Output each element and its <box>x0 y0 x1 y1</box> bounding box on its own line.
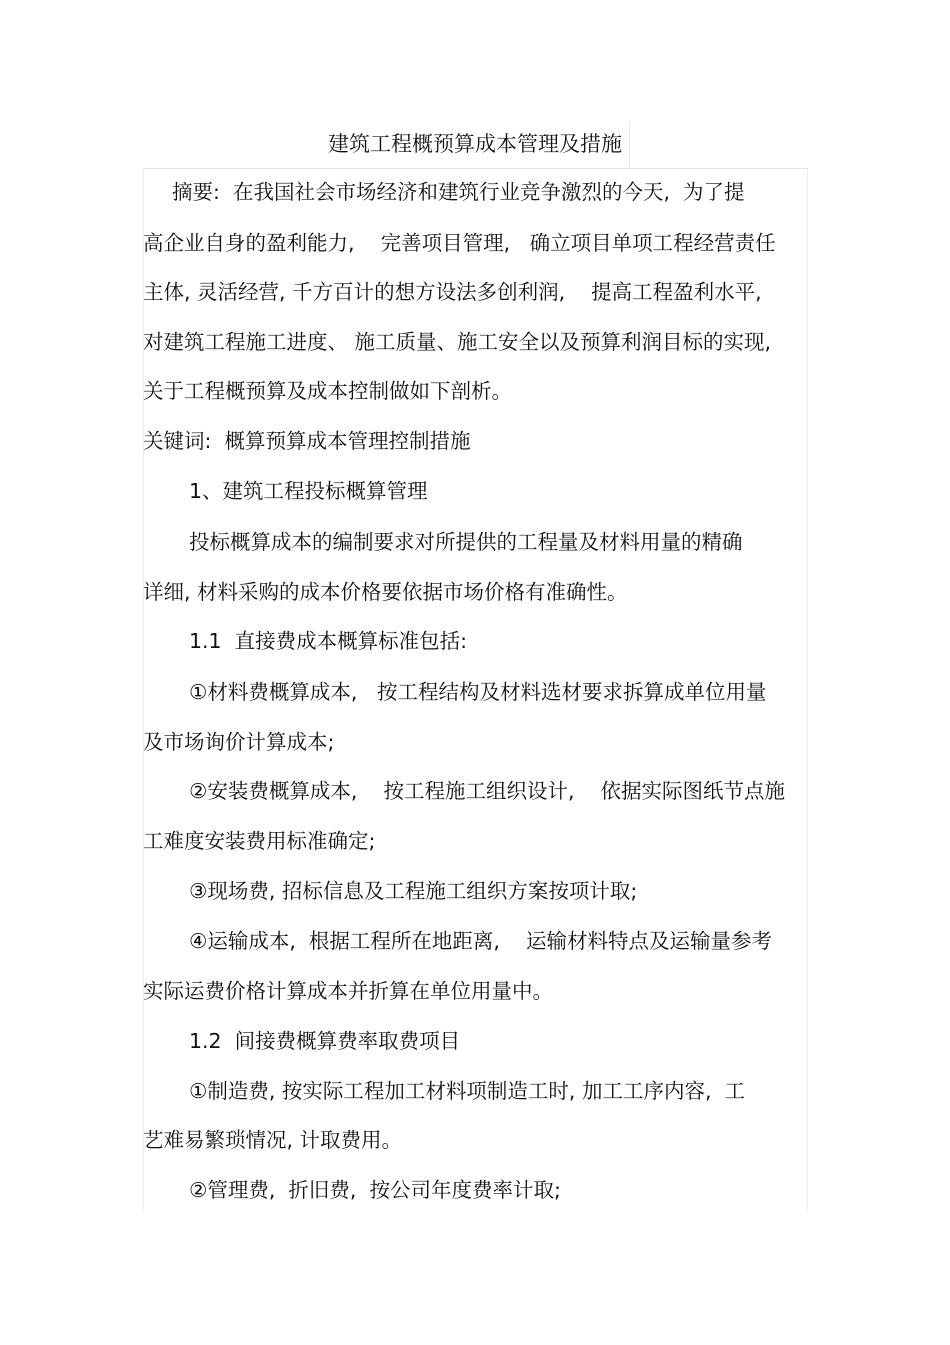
keywords-line: 关键词: 概算预算成本管理控制措施 <box>143 429 471 453</box>
list-item-line: ①制造费, 按实际工程加工材料项制造工时, 加工工序内容, 工 <box>189 1079 745 1103</box>
list-item-line: ③现场费, 招标信息及工程施工组织方案按项计取; <box>189 879 638 903</box>
paragraph-line: 详细, 材料采购的成本价格要依据市场价格有准确性。 <box>143 580 628 604</box>
list-item-line: ①材料费概算成本, 按工程结构及材料选材要求拆算成单位用量 <box>189 680 767 704</box>
abstract-line-5: 关于工程概预算及成本控制做如下剖析。 <box>143 379 512 403</box>
list-item-line: ②管理费, 折旧费, 按公司年度费率计取; <box>189 1178 561 1202</box>
list-item-line: 及市场询价计算成本; <box>143 730 335 754</box>
document-title: 建筑工程概预算成本管理及措施 <box>328 132 622 156</box>
list-item-line: ②安装费概算成本, 按工程施工组织设计, 依据实际图纸节点施 <box>189 779 786 803</box>
section-heading-1-2: 1.2 间接费概算费率取费项目 <box>189 1029 461 1053</box>
list-item-line: ④运输成本, 根据工程所在地距离, 运输材料特点及运输量参考 <box>189 929 773 953</box>
list-item-line: 艺难易繁琐情况, 计取费用。 <box>143 1128 403 1152</box>
section-heading-1: 1、建筑工程投标概算管理 <box>189 479 428 503</box>
abstract-line-4: 对建筑工程施工进度、 施工质量、施工安全以及预算利润目标的实现, <box>143 330 772 354</box>
content-top-border <box>143 168 808 169</box>
paragraph-line: 投标概算成本的编制要求对所提供的工程量及材料用量的精确 <box>189 530 743 554</box>
abstract-line-1: 摘要: 在我国社会市场经济和建筑行业竞争激烈的今天, 为了提 <box>172 180 745 204</box>
section-heading-1-1: 1.1 直接费成本概算标准包括: <box>189 629 468 653</box>
list-item-line: 工难度安装费用标准确定; <box>143 829 376 853</box>
abstract-line-3: 主体, 灵活经营, 千方百计的想方设法多创利润, 提高工程盈利水平, <box>143 280 762 304</box>
list-item-line: 实际运费价格计算成本并折算在单位用量中。 <box>143 979 553 1003</box>
abstract-line-2: 高企业自身的盈利能力, 完善项目管理, 确立项目单项工程经营责任 <box>143 231 776 255</box>
